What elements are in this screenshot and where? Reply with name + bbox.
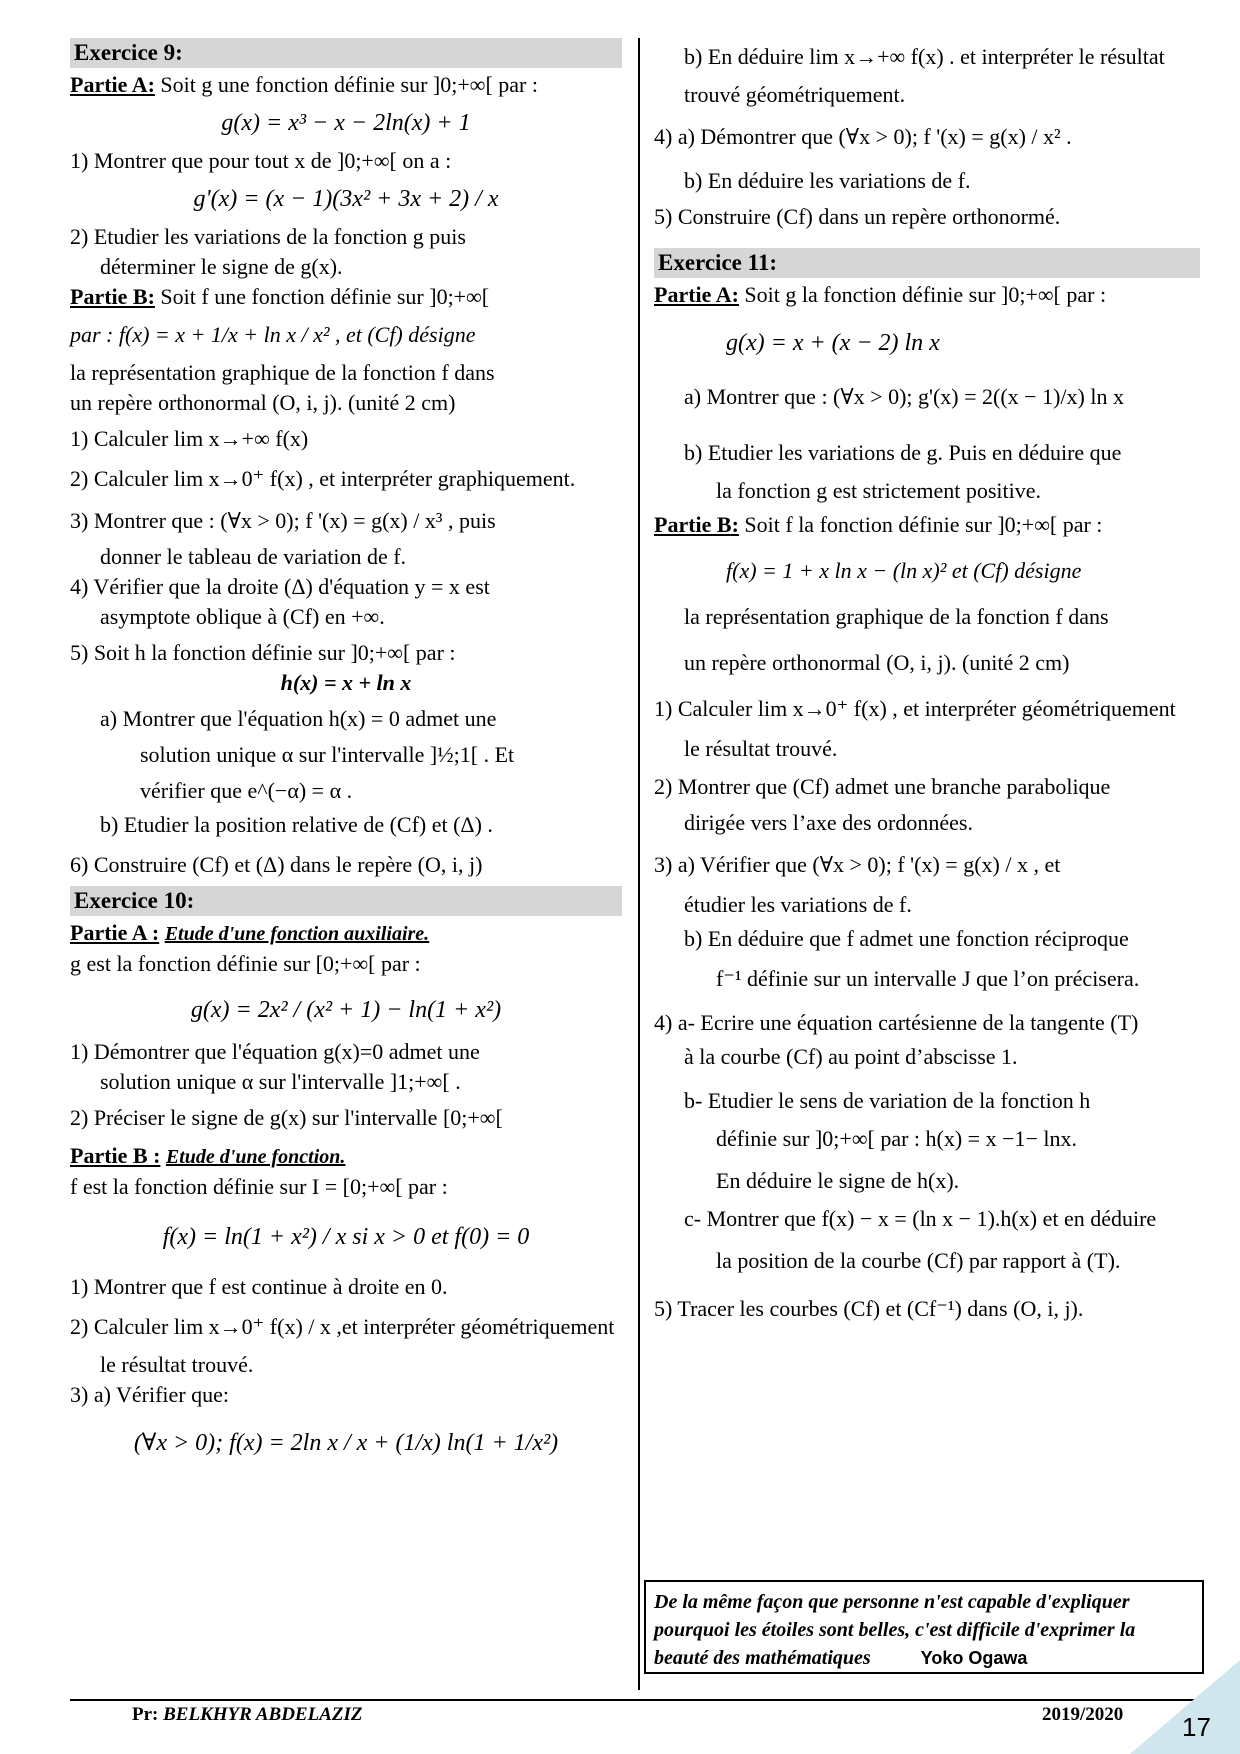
ex10-a2: 2) Préciser le signe de g(x) sur l'intervalle [0;+∞[ bbox=[70, 1105, 503, 1130]
ex9-b5a3: vérifier que e^(−α) = α . bbox=[140, 778, 353, 803]
ex11-partB: Partie B: Soit f la fonction définie sur ]0;+∞[ par : bbox=[654, 512, 1103, 537]
ex11-b3c1: b) En déduire que f admet une fonction réciproque bbox=[684, 926, 1129, 951]
ex10-b4b: b) En déduire les variations de f. bbox=[684, 168, 971, 193]
ex11-b1b: le résultat trouvé. bbox=[684, 736, 838, 761]
ex11-b2a: 2) Montrer que (Cf) admet une branche parabolique bbox=[654, 774, 1111, 799]
ex11-rep1: la représentation graphique de la fonction f dans bbox=[684, 604, 1109, 629]
ex11-rep2: un repère orthonormal (O, i, j). (unité 2 cm) bbox=[684, 650, 1070, 675]
ex10-partA: Partie A : Etude d'une fonction auxiliaire. bbox=[70, 920, 430, 945]
right-column bbox=[654, 38, 1200, 1324]
ex11-b4a2: à la courbe (Cf) au point d’abscisse 1. bbox=[684, 1044, 1018, 1069]
ex9-b5b: b) Etudier la position relative de (Cf) et (Δ) . bbox=[100, 812, 493, 837]
ex11-b4c1: c- Montrer que f(x) − x = (ln x − 1).h(x) et en déduire bbox=[684, 1206, 1157, 1231]
ex9-b3b: donner le tableau de variation de f. bbox=[100, 544, 407, 569]
ex10-b3b1: b) En déduire lim x→+∞ f(x) . et interpréter le résultat bbox=[684, 44, 1165, 69]
ex11-a-b1: b) Etudier les variations de g. Puis en déduire que bbox=[684, 440, 1122, 465]
ex9-q2a: 2) Etudier les variations de la fonction g puis bbox=[70, 224, 466, 249]
ex11-partA: Partie A: Soit g la fonction définie sur ]0;+∞[ par : bbox=[654, 282, 1107, 307]
ex9-q1: 1) Montrer que pour tout x de ]0;+∞[ on a : bbox=[70, 148, 452, 173]
ex10-b4a: 4) a) Démontrer que (∀x > 0); f '(x) = g(x) / x² . bbox=[654, 124, 1072, 149]
ex10-f-definition: f(x) = ln(1 + x²) / x si x > 0 et f(0) = 0 bbox=[162, 1224, 530, 1250]
ex9-b2: 2) Calculer lim x→0⁺ f(x) , et interpréter graphiquement. bbox=[70, 466, 576, 491]
ex10-b3-equation: (∀x > 0); f(x) = 2ln x / x + (1/x) ln(1 + 1/x²) bbox=[133, 1430, 559, 1456]
ex11-b5: 5) Tracer les courbes (Cf) et (Cf⁻¹) dans (O, i, j). bbox=[654, 1296, 1084, 1321]
ex10-b5: 5) Construire (Cf) dans un repère orthonormé. bbox=[654, 204, 1061, 229]
ex11-b3a: 3) a) Vérifier que (∀x > 0); f '(x) = g(x) / x , et bbox=[654, 852, 1061, 877]
quote-box bbox=[644, 1580, 1204, 1674]
ex10-g-definition: g(x) = 2x² / (x² + 1) − ln(1 + x²) bbox=[190, 997, 502, 1023]
ex10-f-intro: f est la fonction définie sur I = [0;+∞[ par : bbox=[70, 1174, 448, 1199]
ex9-rep1: la représentation graphique de la fonction f dans bbox=[70, 360, 495, 385]
ex11-b4b3: En déduire le signe de h(x). bbox=[716, 1168, 960, 1193]
ex11-b4b2: définie sur ]0;+∞[ par : h(x) = x −1− lnx. bbox=[716, 1126, 1078, 1151]
ex10-b3b2: trouvé géométriquement. bbox=[684, 82, 906, 107]
ex11-g-definition: g(x) = x + (x − 2) ln x bbox=[726, 330, 940, 356]
exercise-9-title: Exercice 9: bbox=[70, 38, 622, 68]
ex9-q2b: déterminer le signe de g(x). bbox=[100, 254, 343, 279]
exercise-10-title: Exercice 10: bbox=[70, 886, 622, 916]
ex11-b3b: étudier les variations de f. bbox=[684, 892, 912, 917]
ex9-partA: Partie A: Soit g une fonction définie sur ]0;+∞[ par : bbox=[70, 72, 538, 97]
ex10-a1b: solution unique α sur l'intervalle ]1;+∞[ . bbox=[100, 1069, 461, 1094]
ex10-b2b: le résultat trouvé. bbox=[100, 1352, 254, 1377]
footer-author: Pr: BELKHYR ABDELAZIZ bbox=[132, 1704, 363, 1725]
ex11-b4b1: b- Etudier le sens de variation de la fonction h bbox=[684, 1088, 1091, 1113]
page-number: 17 bbox=[1182, 1712, 1211, 1742]
ex11-b3c2: f⁻¹ définie sur un intervalle J que l’on précisera. bbox=[716, 966, 1140, 991]
ex10-b3: 3) a) Vérifier que: bbox=[70, 1382, 230, 1407]
ex9-g-prime: g'(x) = (x − 1)(3x² + 3x + 2) / x bbox=[193, 186, 499, 212]
ex9-rep2: un repère orthonormal (O, i, j). (unité 2 cm) bbox=[70, 390, 456, 415]
ex9-b5a1: a) Montrer que l'équation h(x) = 0 admet une bbox=[100, 706, 497, 731]
quote-line-2: pourquoi les étoiles sont belles, c'est difficile d'exprimer la bbox=[654, 1619, 1136, 1641]
ex9-b3a: 3) Montrer que : (∀x > 0); f '(x) = g(x) / x³ , puis bbox=[70, 508, 496, 533]
ex9-f-definition: par : f(x) = x + 1/x + ln x / x² , et (Cf) désigne bbox=[70, 322, 476, 347]
ex11-b4c2: la position de la courbe (Cf) par rapport à (T). bbox=[716, 1248, 1121, 1273]
column-divider bbox=[638, 38, 640, 1690]
ex11-a-b2: la fonction g est strictement positive. bbox=[716, 478, 1042, 503]
ex11-b4a1: 4) a- Ecrire une équation cartésienne de la tangente (T) bbox=[654, 1010, 1139, 1035]
ex9-partB: Partie B: Soit f une fonction définie sur ]0;+∞[ bbox=[70, 284, 490, 309]
ex9-b5: 5) Soit h la fonction définie sur ]0;+∞[ par : bbox=[70, 640, 456, 665]
quote-line-1: De la même façon que personne n'est capable d'expliquer bbox=[654, 1591, 1130, 1613]
ex10-a1a: 1) Démontrer que l'équation g(x)=0 admet une bbox=[70, 1039, 480, 1064]
ex9-b4b: asymptote oblique à (Cf) en +∞. bbox=[100, 604, 385, 629]
left-column bbox=[70, 38, 622, 1466]
ex9-h-definition: h(x) = x + ln x bbox=[280, 670, 412, 695]
ex11-b2b: dirigée vers l’axe des ordonnées. bbox=[684, 810, 973, 835]
ex9-b4a: 4) Vérifier que la droite (Δ) d'équation y = x est bbox=[70, 574, 490, 599]
footer-year: 2019/2020 bbox=[1042, 1704, 1124, 1725]
quote-author: Yoko Ogawa bbox=[920, 1648, 1028, 1668]
ex9-b1: 1) Calculer lim x→+∞ f(x) bbox=[70, 426, 309, 451]
ex9-b5a2: solution unique α sur l'intervalle ]½;1[ . Et bbox=[140, 742, 515, 767]
footer-rule bbox=[70, 1699, 1210, 1701]
ex9-b6: 6) Construire (Cf) et (Δ) dans le repère (O, i, j) bbox=[70, 852, 483, 877]
ex9-g-definition: g(x) = x³ − x − 2ln(x) + 1 bbox=[221, 110, 471, 136]
ex10-b2a: 2) Calculer lim x→0⁺ f(x) / x ,et interpréter géométriquement bbox=[70, 1314, 615, 1339]
exercise-11-title: Exercice 11: bbox=[654, 248, 1200, 278]
ex10-g-intro: g est la fonction définie sur [0;+∞[ par : bbox=[70, 951, 421, 976]
ex11-b1a: 1) Calculer lim x→0⁺ f(x) , et interpréter géométriquement bbox=[654, 696, 1176, 721]
ex11-a-a: a) Montrer que : (∀x > 0); g'(x) = 2((x − 1)/x) ln x bbox=[684, 384, 1124, 409]
ex10-b1: 1) Montrer que f est continue à droite en 0. bbox=[70, 1274, 448, 1299]
ex11-f-definition: f(x) = 1 + x ln x − (ln x)² et (Cf) désigne bbox=[726, 558, 1082, 583]
ex10-partB: Partie B : Etude d'une fonction. bbox=[70, 1143, 346, 1168]
quote-line-3: beauté des mathématiques Yoko Ogawa bbox=[654, 1647, 1028, 1669]
